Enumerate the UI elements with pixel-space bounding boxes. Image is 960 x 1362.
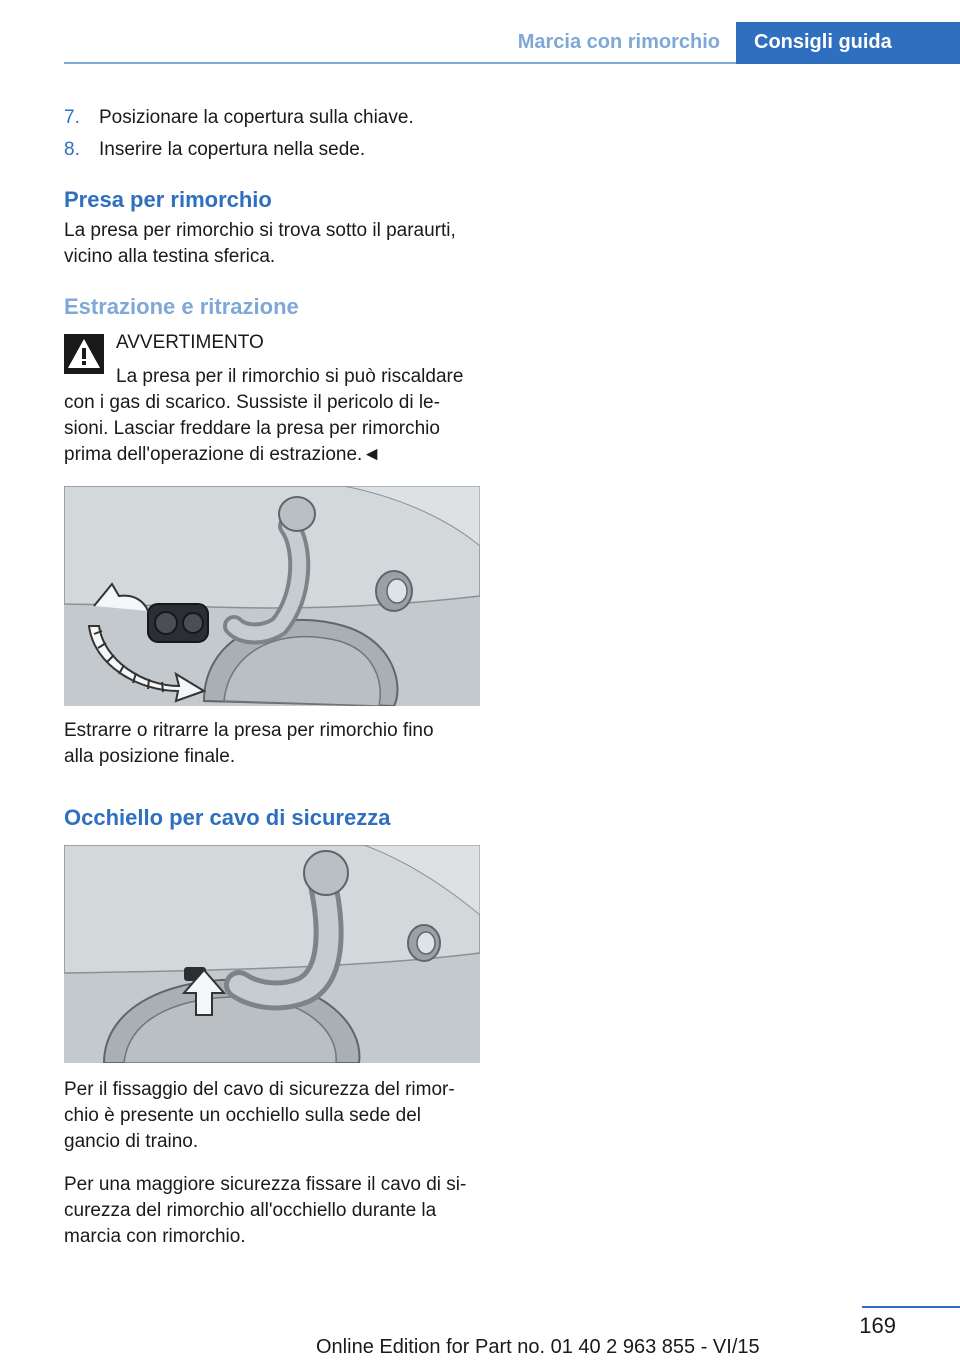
step-text: Posizionare la copertura sulla chiave.: [99, 107, 414, 128]
figure-safety-eyelet: [64, 845, 480, 1063]
eyelet-p2-line-2: curezza del rimorchio all'occhiello durante la: [64, 1200, 437, 1221]
illustration-socket: [64, 486, 480, 706]
heading-eyelet: Occhiello per cavo di sicurezza: [64, 805, 391, 830]
step-number: 7.: [64, 107, 80, 128]
edition-note: Online Edition for Part no. 01 40 2 963 855 - VI/15: [316, 1336, 760, 1358]
socket-line-1: La presa per rimorchio si trova sotto il paraurti,: [64, 220, 456, 241]
figure1-caption-line-2: alla posizione finale.: [64, 746, 236, 767]
warning-line-1: La presa per il rimorchio si può riscaldare: [116, 366, 464, 387]
breadcrumb-section[interactable]: Marcia con rimorchio: [517, 31, 720, 53]
socket-line-2: vicino alla testina sferica.: [64, 246, 276, 267]
warning-title: AVVERTIMENTO: [116, 332, 264, 353]
warning-line-3: sioni. Lasciar freddare la presa per rimorchio: [64, 418, 440, 439]
figure1-caption-line-1: Estrarre o ritrarre la presa per rimorchio fino: [64, 720, 434, 741]
breadcrumb-chapter[interactable]: Consigli guida: [736, 22, 960, 64]
warning-triangle-icon: [64, 334, 104, 374]
eyelet-p1-line-3: gancio di traino.: [64, 1131, 199, 1152]
warning-line-2: con i gas di scarico. Sussiste il pericolo di le-: [64, 392, 440, 413]
page-number: 169: [859, 1313, 896, 1338]
illustration-eyelet: [64, 845, 480, 1063]
eyelet-p2-line-1: Per una maggiore sicurezza fissare il cavo di si-: [64, 1174, 467, 1195]
eyelet-p1-line-2: chio è presente un occhiello sulla sede del: [64, 1105, 422, 1126]
figure-socket-extraction: [64, 486, 480, 706]
heading-socket: Presa per rimorchio: [64, 187, 272, 212]
warning-line-4: prima dell'operazione di estrazione.◄: [64, 444, 382, 465]
eyelet-p2-line-3: marcia con rimorchio.: [64, 1226, 246, 1247]
heading-extraction: Estrazione e ritrazione: [64, 294, 299, 319]
step-text: Inserire la copertura nella sede.: [99, 139, 366, 160]
step-number: 8.: [64, 139, 80, 160]
eyelet-p1-line-1: Per il fissaggio del cavo di sicurezza del rimor-: [64, 1079, 455, 1100]
footer-rule: [862, 1306, 960, 1308]
